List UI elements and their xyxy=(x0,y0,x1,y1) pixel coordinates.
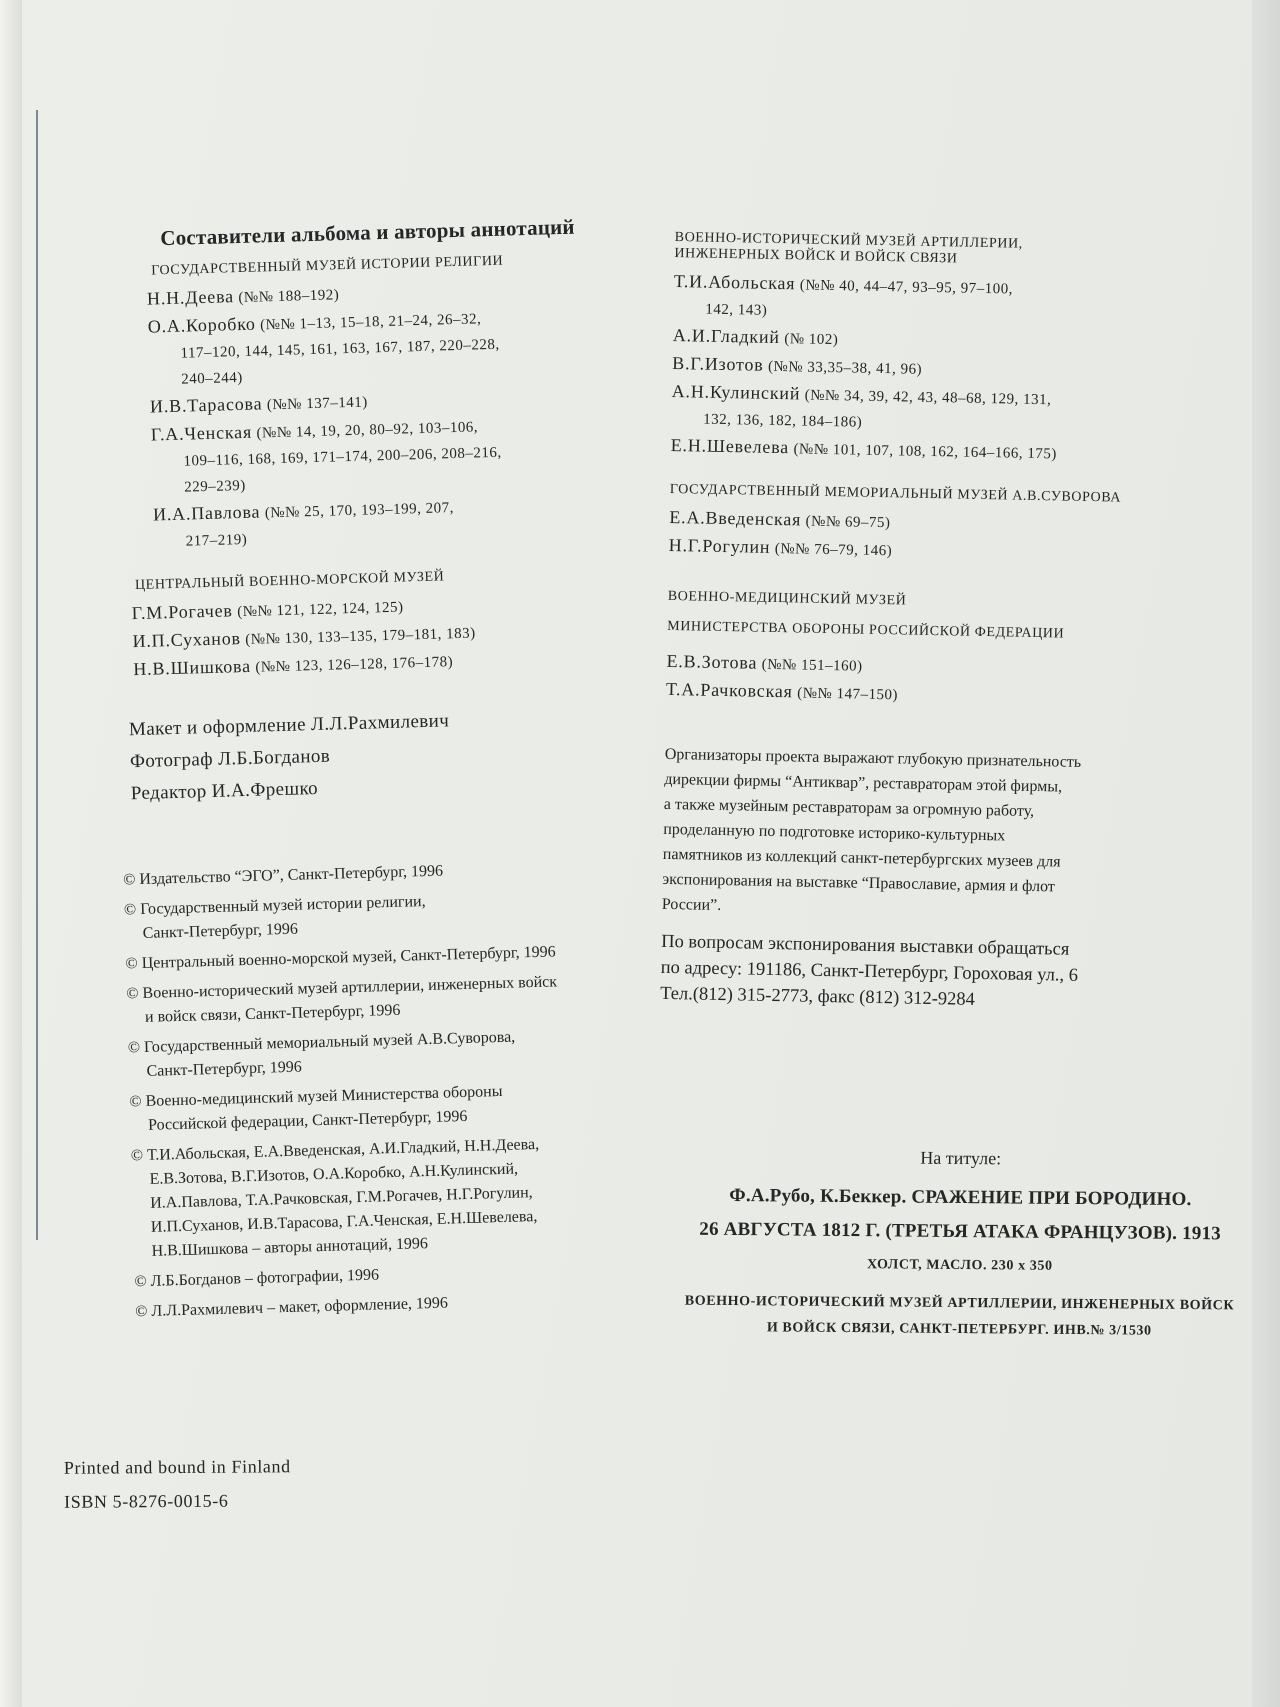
author-entry: Т.А.Рачковская (№№ 147–150) xyxy=(665,678,899,704)
author-entry: И.П.Суханов (№№ 130, 133–135, 179–181, 183) xyxy=(132,625,476,652)
author-entry: Г.А.Ченская (№№ 14, 19, 20, 80–92, 103–106, 109–116, 168, 169, 171–174, 200–206, 208–216, 229–239) xyxy=(150,419,502,496)
facing-page-edge xyxy=(1252,0,1280,1707)
title-page-note xyxy=(679,1146,1241,1346)
printed-in: Printed and bound in Finland xyxy=(63,1456,291,1478)
copyright-line: © Л.Б.Богданов – фотографии, 1996 xyxy=(134,1266,380,1291)
painting-collection-line1: ВОЕННО-ИСТОРИЧЕСКИЙ МУЗЕЙ АРТИЛЛЕРИИ, ИНЖЕНЕРНЫХ ВОЙСК xyxy=(684,1293,1235,1314)
painting-medium: ХОЛСТ, МАСЛО. 230 х 350 xyxy=(866,1257,1053,1274)
credit-editor: Редактор И.А.Фрешко xyxy=(130,777,319,805)
credit-layout: Макет и оформление Л.Л.Рахмилевич xyxy=(128,710,450,741)
copyright-line: © Государственный музей истории религии, Санкт-Петербург, 1996 xyxy=(123,893,426,942)
painting-title-line2: 26 АВГУСТА 1812 Г. (ТРЕТЬЯ АТАКА ФРАНЦУЗОВ). 1913 xyxy=(699,1218,1222,1245)
author-entry: Т.И.Абольская (№№ 40, 44–47, 93–95, 97–100, 142, 143) xyxy=(673,270,1014,319)
author-entry: А.Н.Кулинский (№№ 34, 39, 42, 43, 48–68, 129, 131, 132, 136, 182, 184–186) xyxy=(671,380,1052,431)
credit-photographer: Фотограф Л.Б.Богданов xyxy=(129,745,331,773)
contact-paragraph: По вопросам экспонирования выставки обращаться по адресу: 191186, Санкт-Петербург, Гороховая ул., 6 Тел.(812) 315-2773, факс (812) 312-9284 xyxy=(659,931,1079,1010)
right-column xyxy=(660,222,1235,1018)
painting-collection-line2: И ВОЙСК СВЯЗИ, САНКТ-ПЕТЕРБУРГ. ИНВ.№ 3/1530 xyxy=(766,1320,1152,1339)
author-entry: А.И.Гладкий (№ 102) xyxy=(672,324,839,349)
author-entry: В.Г.Изотов (№№ 33,35–38, 41, 96) xyxy=(672,352,923,378)
museum-heading-medical: ВОЕННО-МЕДИЦИНСКИЙ МУЗЕЙ МИНИСТЕРСТВА ОБОРОНЫ РОССИЙСКОЙ ФЕДЕРАЦИИ xyxy=(667,588,1065,642)
museum-heading-religion: ГОСУДАРСТВЕННЫЙ МУЗЕЙ ИСТОРИИ РЕЛИГИИ xyxy=(151,253,504,279)
author-entry: Н.Н.Деева (№№ 188–192) xyxy=(146,286,340,309)
painting-title-line1: Ф.А.Рубо, К.Беккер. СРАЖЕНИЕ ПРИ БОРОДИНО. xyxy=(729,1184,1192,1211)
spine-line xyxy=(36,110,38,1240)
author-entry: И.А.Павлова (№№ 25, 170, 193–199, 207, 217–219) xyxy=(152,500,455,550)
imprint xyxy=(64,1449,291,1519)
title-page-label: На титуле: xyxy=(920,1147,1002,1169)
author-entry: Н.В.Шишкова (№№ 123, 126–128, 176–178) xyxy=(133,654,454,680)
copyright-line: © Центральный военно-морской музей, Санкт-Петербург, 1996 xyxy=(125,943,556,973)
author-entry: Е.В.Зотова (№№ 151–160) xyxy=(666,650,863,675)
thanks-paragraph: Организаторы проекта выражают глубокую признательность дирекции фирмы “Антиквар”, реставраторам этой фирмы, а также музейным реставраторам за огромную работу, проделанную по подготовке историко-культурных памятников из коллекций санкт-петербургских музеев для экспонирования на выставке “Православие, армия и флот России”. xyxy=(661,745,1082,915)
author-entry: Н.Г.Рогулин (№№ 76–79, 146) xyxy=(668,534,893,560)
museum-heading-artillery: ВОЕННО-ИСТОРИЧЕСКИЙ МУЗЕЙ АРТИЛЛЕРИИ, ИНЖЕНЕРНЫХ ВОЙСК И ВОЙСК СВЯЗИ xyxy=(674,229,1023,267)
author-entry: И.В.Тарасова (№№ 137–141) xyxy=(149,393,368,417)
museum-heading-suvorov: ГОСУДАРСТВЕННЫЙ МЕМОРИАЛЬНЫЙ МУЗЕЙ А.В.СУВОРОВА xyxy=(669,481,1122,506)
author-entry: Е.Н.Шевелева (№№ 101, 107, 108, 162, 164–166, 175) xyxy=(670,434,1057,463)
compilers-title: Составители альбома и авторы аннотаций xyxy=(159,214,575,251)
copyright-list xyxy=(123,853,706,1325)
author-entry: Г.М.Рогачев (№№ 121, 122, 124, 125) xyxy=(131,599,404,624)
page-edge-shadow xyxy=(0,0,22,1707)
museum-heading-naval: ЦЕНТРАЛЬНЫЙ ВОЕННО-МОРСКОЙ МУЗЕЙ xyxy=(134,569,445,594)
copyright-line: © Государственный мемориальный музей А.В.Суворова, Санкт-Петербург, 1996 xyxy=(127,1028,516,1080)
isbn: ISBN 5-8276-0015-6 xyxy=(64,1490,229,1512)
copyright-line: © Л.Л.Рахмилевич – макет, оформление, 1996 xyxy=(135,1294,449,1321)
left-column xyxy=(95,212,705,1325)
copyright-line: © Военно-исторический музей артиллерии, инженерных войск и войск связи, Санкт-Петербург, 1996 xyxy=(126,973,558,1026)
copyright-line: © Т.И.Абольская, Е.А.Введенская, А.И.Гладкий, Н.Н.Деева, Е.В.Зотова, В.Г.Изотов, О.А.Коробко, А.Н.Кулинский, И.А.Павлова, Т.А.Рачковская, Г.М.Рогачев, Н.Г.Рогулин, И.П.Суханов, И.В.Тарасова, Г.А.Ченская, Е.Н.Шевелева, Н.В.Шишкова – авторы аннотаций, 1996 xyxy=(130,1135,540,1260)
author-entry: О.А.Коробко (№№ 1–13, 15–18, 21–24, 26–32, 117–120, 144, 145, 161, 163, 167, 187, 220–228, 240–244) xyxy=(147,311,500,388)
copyright-line: © Издательство “ЭГО”, Санкт-Петербург, 1996 xyxy=(122,862,444,889)
author-entry: Е.А.Введенская (№№ 69–75) xyxy=(669,506,891,532)
copyright-line: © Военно-медицинский музей Министерства обороны Российской федерации, Санкт-Петербург, 1996 xyxy=(129,1082,503,1134)
